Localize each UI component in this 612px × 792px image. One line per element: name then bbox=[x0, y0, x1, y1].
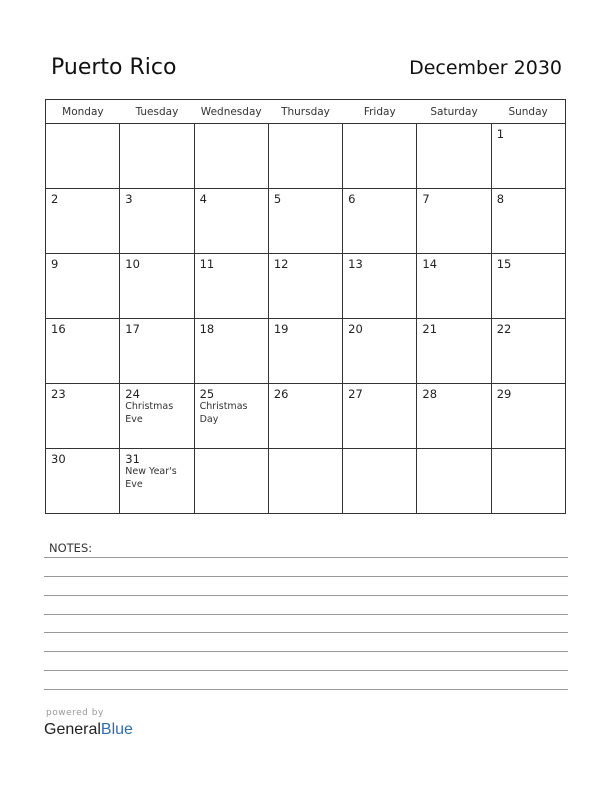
day-cell bbox=[46, 189, 120, 254]
generalblue-logo bbox=[44, 721, 133, 739]
day-number: 6 bbox=[348, 192, 356, 206]
day-cell bbox=[268, 384, 342, 449]
note-line bbox=[44, 576, 568, 577]
day-cell bbox=[491, 449, 565, 514]
day-cell bbox=[194, 319, 268, 384]
day-number: 2 bbox=[51, 192, 59, 206]
day-number: 18 bbox=[199, 322, 215, 336]
notes-label: NOTES: bbox=[49, 541, 93, 555]
note-line bbox=[44, 595, 568, 596]
day-cell bbox=[343, 449, 417, 514]
weekday-header-row bbox=[46, 100, 566, 124]
day-cell bbox=[194, 124, 268, 189]
day-cell bbox=[417, 384, 491, 449]
day-cell bbox=[343, 384, 417, 449]
day-cell bbox=[417, 449, 491, 514]
day-number: 5 bbox=[273, 192, 282, 206]
day-number: 29 bbox=[496, 387, 512, 401]
day-cell bbox=[194, 189, 268, 254]
weekday-header: Thursday bbox=[268, 100, 342, 124]
day-cell bbox=[343, 189, 417, 254]
day-number: 22 bbox=[496, 322, 512, 336]
day-number: 7 bbox=[422, 192, 430, 206]
week-row bbox=[46, 319, 566, 384]
day-cell bbox=[268, 254, 342, 319]
day-number: 31 bbox=[125, 452, 140, 466]
note-line bbox=[44, 614, 568, 615]
day-number: 28 bbox=[422, 387, 438, 401]
day-cell bbox=[46, 384, 120, 449]
day-number: 17 bbox=[125, 322, 140, 336]
week-row bbox=[46, 124, 566, 189]
weekday-header: Friday bbox=[343, 100, 417, 124]
holiday-label: Christmas Eve bbox=[125, 401, 174, 425]
day-number: 26 bbox=[273, 387, 289, 401]
day-number: 8 bbox=[496, 192, 505, 206]
day-cell bbox=[194, 449, 268, 514]
day-cell bbox=[120, 384, 194, 449]
day-cell bbox=[268, 319, 342, 384]
day-number: 30 bbox=[51, 452, 66, 466]
day-cell bbox=[120, 254, 194, 319]
day-cell bbox=[491, 254, 565, 319]
day-cell bbox=[46, 254, 120, 319]
day-number: 15 bbox=[496, 257, 512, 271]
day-number: 10 bbox=[125, 257, 140, 271]
weekday-header: Sunday bbox=[491, 100, 565, 124]
weekday-header: Saturday bbox=[417, 100, 491, 124]
day-number: 13 bbox=[348, 257, 363, 271]
day-number: 9 bbox=[51, 257, 59, 271]
week-row bbox=[46, 449, 566, 514]
day-cell bbox=[268, 189, 342, 254]
day-cell bbox=[46, 449, 120, 514]
day-cell bbox=[120, 189, 194, 254]
weekday-header: Monday bbox=[46, 100, 120, 124]
country-title: Puerto Rico bbox=[51, 55, 177, 80]
day-number: 23 bbox=[51, 387, 66, 401]
day-cell bbox=[417, 319, 491, 384]
calendar-grid bbox=[45, 99, 566, 514]
day-cell bbox=[343, 254, 417, 319]
day-number: 14 bbox=[422, 257, 438, 271]
day-cell bbox=[120, 449, 194, 514]
day-cell bbox=[491, 124, 565, 189]
day-cell bbox=[194, 254, 268, 319]
holiday-label: Christmas Day bbox=[199, 401, 248, 425]
note-line bbox=[44, 632, 568, 633]
day-number: 3 bbox=[125, 192, 133, 206]
powered-by-text: powered by bbox=[46, 708, 104, 718]
logo-blue: Blue bbox=[100, 721, 133, 738]
note-line bbox=[44, 689, 568, 690]
note-line bbox=[44, 557, 568, 558]
day-cell bbox=[194, 384, 268, 449]
weekday-header: Wednesday bbox=[194, 100, 268, 124]
day-cell bbox=[417, 124, 491, 189]
day-cell bbox=[120, 124, 194, 189]
day-cell bbox=[343, 124, 417, 189]
day-cell bbox=[417, 254, 491, 319]
day-number: 24 bbox=[125, 387, 140, 401]
day-number: 27 bbox=[348, 387, 363, 401]
day-cell bbox=[343, 319, 417, 384]
weekday-header: Tuesday bbox=[120, 100, 194, 124]
day-cell bbox=[46, 124, 120, 189]
note-line bbox=[44, 670, 568, 671]
logo-general: General bbox=[44, 721, 101, 738]
day-cell bbox=[491, 319, 565, 384]
holiday-label: New Year's Eve bbox=[125, 466, 177, 490]
day-number: 1 bbox=[496, 127, 505, 141]
day-number: 11 bbox=[199, 257, 215, 271]
day-number: 19 bbox=[273, 322, 289, 336]
day-cell bbox=[417, 189, 491, 254]
day-number: 25 bbox=[199, 387, 215, 401]
week-row bbox=[46, 189, 566, 254]
month-year-title: December 2030 bbox=[409, 57, 562, 79]
note-line bbox=[44, 651, 568, 652]
day-number: 16 bbox=[51, 322, 66, 336]
week-row bbox=[46, 384, 566, 449]
day-cell bbox=[268, 449, 342, 514]
day-cell bbox=[491, 384, 565, 449]
day-cell bbox=[46, 319, 120, 384]
day-number: 4 bbox=[199, 192, 207, 206]
week-row bbox=[46, 254, 566, 319]
day-cell bbox=[268, 124, 342, 189]
day-cell bbox=[120, 319, 194, 384]
day-number: 20 bbox=[348, 322, 363, 336]
day-number: 12 bbox=[273, 257, 289, 271]
day-number: 21 bbox=[422, 322, 438, 336]
day-cell bbox=[491, 189, 565, 254]
